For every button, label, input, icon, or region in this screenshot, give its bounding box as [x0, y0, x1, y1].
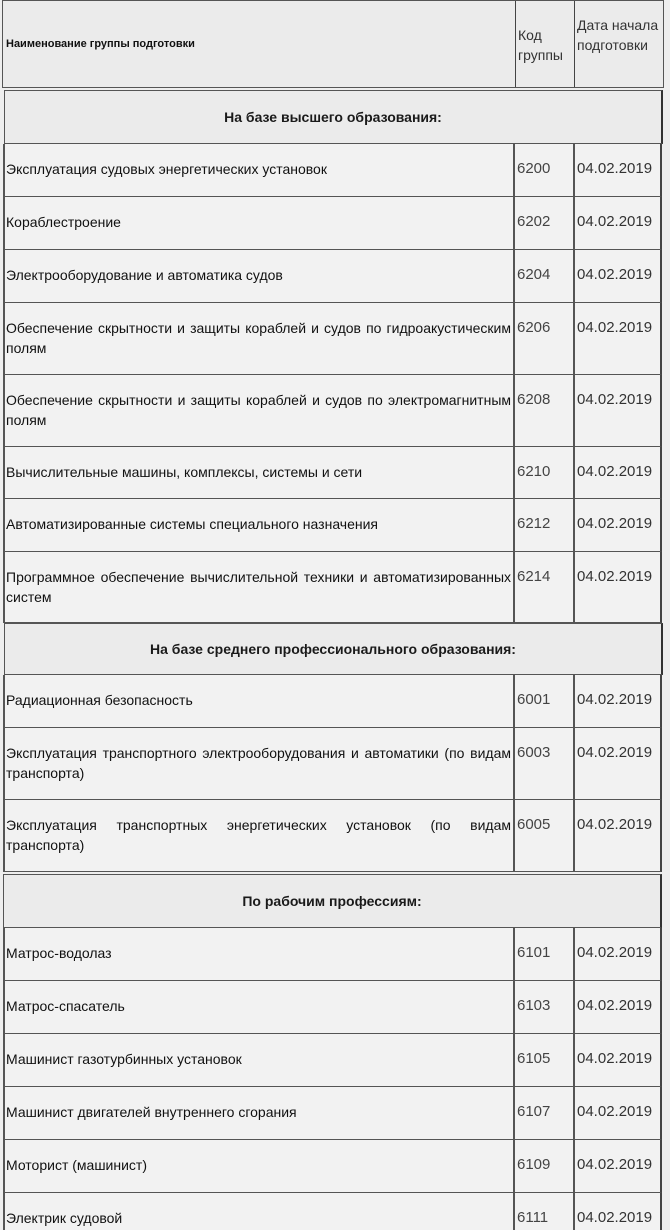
start-date: 04.02.2019 — [577, 997, 653, 1014]
group-name: Кораблестроение — [5, 197, 515, 249]
group-code: 6210 — [515, 447, 575, 498]
group-code: 6103 — [515, 981, 575, 1033]
table-row — [3, 1193, 662, 1230]
table-row — [3, 144, 662, 197]
group-name: Радиационная безопасность — [5, 675, 515, 727]
table-row — [3, 250, 662, 303]
start-date: 04.02.2019 — [577, 816, 653, 833]
table-row — [3, 197, 662, 250]
table-row — [3, 447, 662, 499]
start-date: 04.02.2019 — [577, 391, 653, 408]
group-code: 6202 — [515, 197, 575, 249]
group-name: Обеспечение скрытности и защиты кораблей и судов по гидроакустическим полям — [5, 303, 515, 374]
table-row — [3, 675, 662, 728]
group-name: Эксплуатация транспортного электрооборудования и автоматики (по видам транспорта) — [5, 728, 515, 799]
start-date: 04.02.2019 — [577, 1209, 653, 1226]
table-row — [3, 303, 662, 375]
table-row — [3, 981, 662, 1034]
group-code: 6204 — [515, 250, 575, 302]
group-code: 6005 — [515, 800, 575, 871]
table-row — [3, 928, 662, 981]
start-date: 04.02.2019 — [577, 213, 653, 230]
start-date: 04.02.2019 — [577, 319, 653, 336]
section-heading-secondary-education: На базе среднего профессионального образования: — [4, 623, 663, 675]
start-date: 04.02.2019 — [577, 463, 653, 480]
group-code: 6001 — [515, 675, 575, 727]
group-code: 6107 — [515, 1087, 575, 1139]
section-heading-higher-education: На базе высшего образования: — [4, 90, 663, 144]
group-code: 6101 — [515, 928, 575, 980]
group-name: Эксплуатация транспортных энергетических установок (по видам транспорта) — [5, 800, 515, 871]
group-name: Матрос-спасатель — [5, 981, 515, 1033]
table-row — [3, 552, 662, 623]
table-row — [3, 375, 662, 447]
group-name: Обеспечение скрытности и защиты кораблей и судов по электромагнитным полям — [5, 375, 515, 446]
table-row — [3, 1140, 662, 1193]
table-row — [3, 1034, 662, 1087]
table-row — [3, 800, 662, 872]
header-code-column: Код группы — [516, 1, 575, 87]
group-name: Матрос-водолаз — [5, 928, 515, 980]
start-date: 04.02.2019 — [577, 691, 653, 708]
group-name: Автоматизированные системы специального назначения — [5, 499, 515, 551]
group-name: Машинист двигателей внутреннего сгорания — [5, 1087, 515, 1139]
group-code: 6003 — [515, 728, 575, 799]
group-name: Электрик судовой — [5, 1193, 515, 1230]
group-code: 6214 — [515, 552, 575, 622]
start-date: 04.02.2019 — [577, 1103, 653, 1120]
table-row — [3, 499, 662, 552]
group-name: Моторист (машинист) — [5, 1140, 515, 1192]
group-code: 6109 — [515, 1140, 575, 1192]
start-date: 04.02.2019 — [577, 266, 653, 283]
group-name: Машинист газотурбинных установок — [5, 1034, 515, 1086]
start-date: 04.02.2019 — [577, 1156, 653, 1173]
header-name-column: Наименование группы подготовки — [3, 1, 516, 87]
group-code: 6208 — [515, 375, 575, 446]
start-date: 04.02.2019 — [577, 568, 653, 585]
group-name: Эксплуатация судовых энергетических установок — [5, 144, 515, 196]
group-code: 6206 — [515, 303, 575, 374]
start-date: 04.02.2019 — [577, 744, 653, 761]
start-date: 04.02.2019 — [577, 1050, 653, 1067]
header-date-column: Дата начала подготовки — [577, 17, 659, 53]
table-row — [3, 728, 662, 800]
group-code: 6200 — [515, 144, 575, 196]
group-code: 6111 — [515, 1193, 575, 1230]
section-heading-working-professions: По рабочим профессиям: — [3, 874, 662, 928]
table-row — [3, 1087, 662, 1140]
start-date: 04.02.2019 — [577, 944, 653, 961]
group-name: Программное обеспечение вычислительной техники и автоматизированных систем — [5, 552, 515, 622]
group-name: Электрооборудование и автоматика судов — [5, 250, 515, 302]
group-name: Вычислительные машины, комплексы, системы и сети — [5, 447, 515, 498]
start-date: 04.02.2019 — [577, 160, 653, 177]
table-header — [2, 0, 664, 88]
group-code: 6105 — [515, 1034, 575, 1086]
group-code: 6212 — [515, 499, 575, 551]
start-date: 04.02.2019 — [577, 515, 653, 532]
